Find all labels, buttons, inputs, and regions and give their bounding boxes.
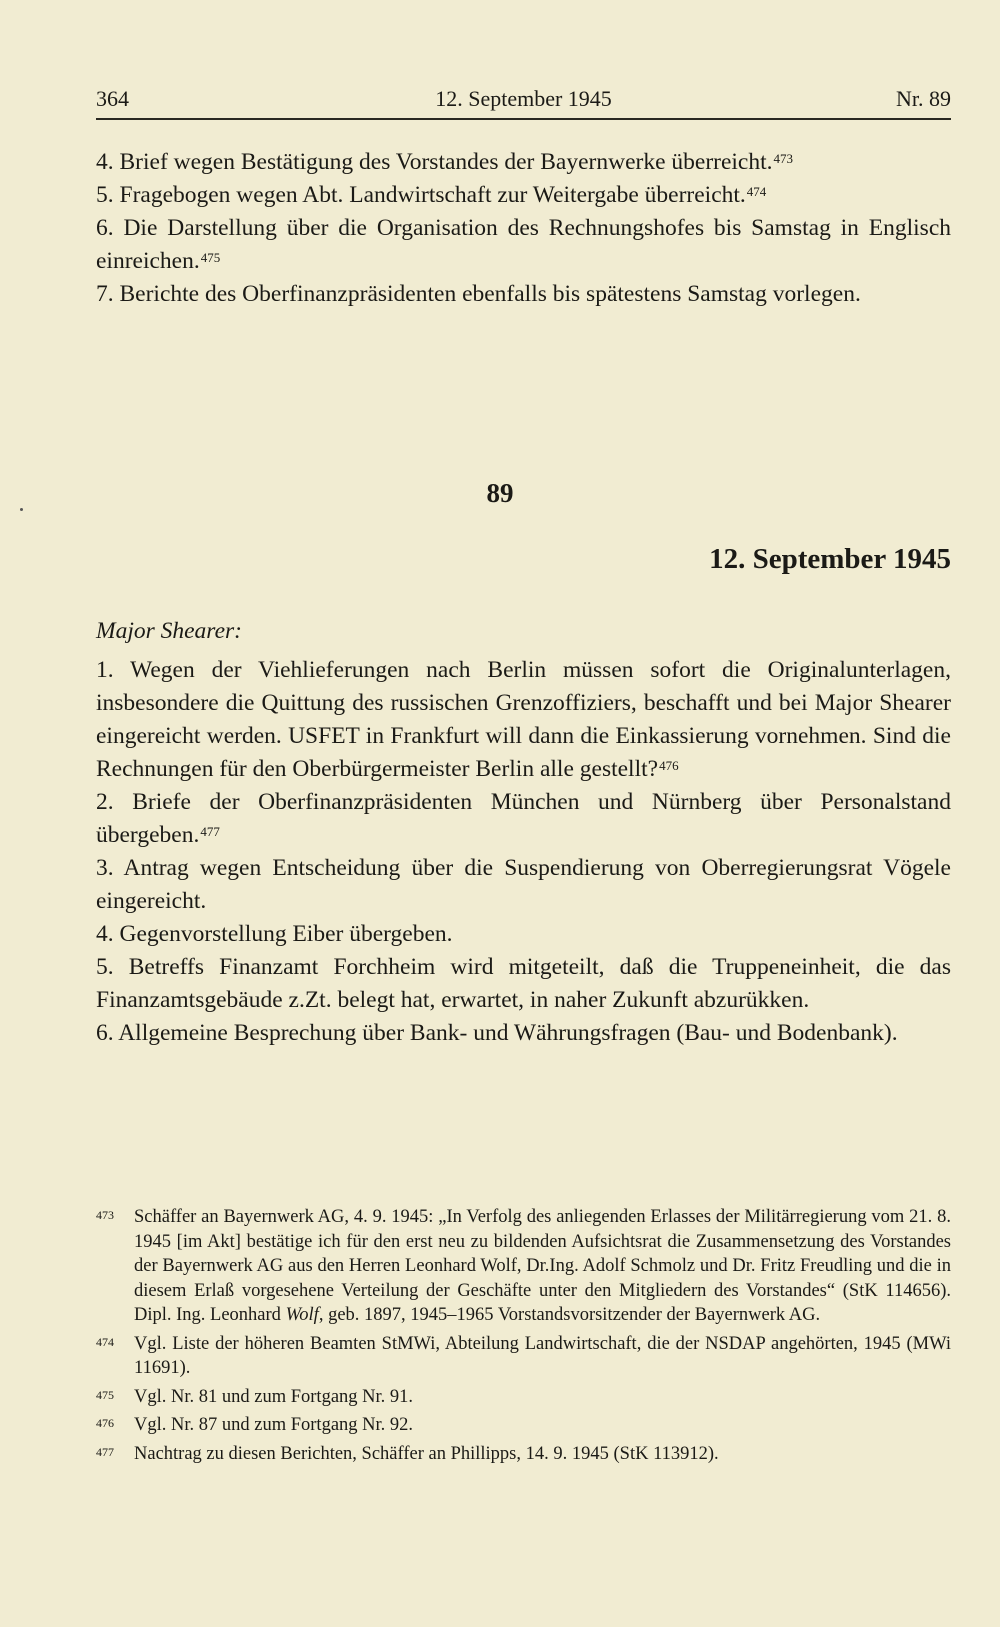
footnote: 476 Vgl. Nr. 87 und zum Fortgang Nr. 92. [96,1413,951,1438]
running-header [96,86,951,120]
footnote-name: Wolf [285,1305,319,1325]
running-title: 12. September 1945 [435,86,612,111]
list-item: 1. Wegen der Viehlieferungen nach Berlin müssen sofort die Originalunterlagen, insbesondere die Quittung des russischen Grenzoffiziers, beschafft und bei Major Shearer eingereicht werden. USFET in Frankfurt will dann die Einkassierung vornehmen. Sind die Rechnungen für den Oberbürgermeister Berlin alle gestellt?$^{476}$ [96,657,951,782]
footnote-mark: 475 [96,1387,114,1402]
list-item: 5. Betreffs Finanzamt Forchheim wird mitgeteilt, daß die Truppeneinheit, die das Finanzamtsgebäude z.Zt. belegt hat, erwartet, in naher Zukunft abzurükken. [96,954,951,1013]
footnote-mark: 474 [96,1334,114,1349]
page-number: 364 [96,86,129,111]
document-date: 12. September 1945 [709,543,951,575]
scan-speck [20,508,23,511]
list-item: 5. Fragebogen wegen Abt. Landwirtschaft zur Weitergabe überreicht.$^{474}$ [96,182,767,208]
footnote-ref: 475 [200,250,221,265]
footnote: 477 Nachtrag zu diesen Berichten, Schäffer an Phillipps, 14. 9. 1945 (StK 113912). [96,1442,951,1467]
footnote-mark: 473 [96,1208,114,1222]
footnote-mark: 477 [96,1444,114,1459]
footnote: 475 Vgl. Nr. 81 und zum Fortgang Nr. 91. [96,1385,951,1410]
footnote: 474 Vgl. Liste der höheren Beamten StMWi, Abteilung Landwirtschaft, die der NSDAP angehörten, 1945 (MWi 11691). [96,1332,951,1381]
list-item: 4. Gegenvorstellung Eiber übergeben. [96,921,453,947]
list-item: 2. Briefe der Oberfinanzpräsidenten München und Nürnberg über Personalstand übergeben.$^{477}$ [96,789,951,848]
footnote: 473 Schäffer an Bayernwerk AG, 4. 9. 1945: „In Verfolg des anliegenden Erlasses der Militärregierung vom 21. 8. 1945 [im Akt] bestätige ich für den erst neu zu bildenden Aufsichtsrat die Zusammensetzung des Vorstandes der Bayernwerk AG aus den Herren Leonhard Wolf, Dr.Ing. Adolf Schmolz und Dr. Fritz Freudling und die in diesem Erlaß vorgesehene Verteilung der Geschäfte unter den Mitgliedern des Vorstandes“ (StK 114656). Dipl. Ing. Leonhard Wolf, geb. 1897, 1945–1965 Vorstandsvorsitzender der Bayernwerk AG. [96,1205,951,1328]
list-item: 3. Antrag wegen Entscheidung über die Suspendierung von Oberregierungsrat Vögele eingereicht. [96,855,951,914]
list-item: 6. Allgemeine Besprechung über Bank- und Währungsfragen (Bau- und Bodenbank). [96,1020,898,1046]
list-item: 7. Berichte des Oberfinanzpräsidenten ebenfalls bis spätestens Samstag vorlegen. [96,281,861,307]
footnote-ref: 476 [659,758,679,773]
list-item: 4. Brief wegen Bestätigung des Vorstandes der Bayernwerke überreicht.$^{473}$ [96,149,794,175]
document-number: 89 [486,478,514,508]
speaker-label: Major Shearer: [96,618,242,644]
list-item: 6. Die Darstellung über die Organisation des Rechnungshofes bis Samstag in Englisch einreichen.$^{475}$ [96,215,951,274]
footnote-ref: 473 [773,151,794,166]
continued-items [96,146,951,311]
document-reference: Nr. 89 [896,86,951,111]
footnotes [96,1205,951,1470]
footnote-mark: 476 [96,1416,114,1430]
footnote-ref: 477 [200,824,220,839]
document-items [96,654,951,1050]
footnote-ref: 474 [746,184,767,199]
